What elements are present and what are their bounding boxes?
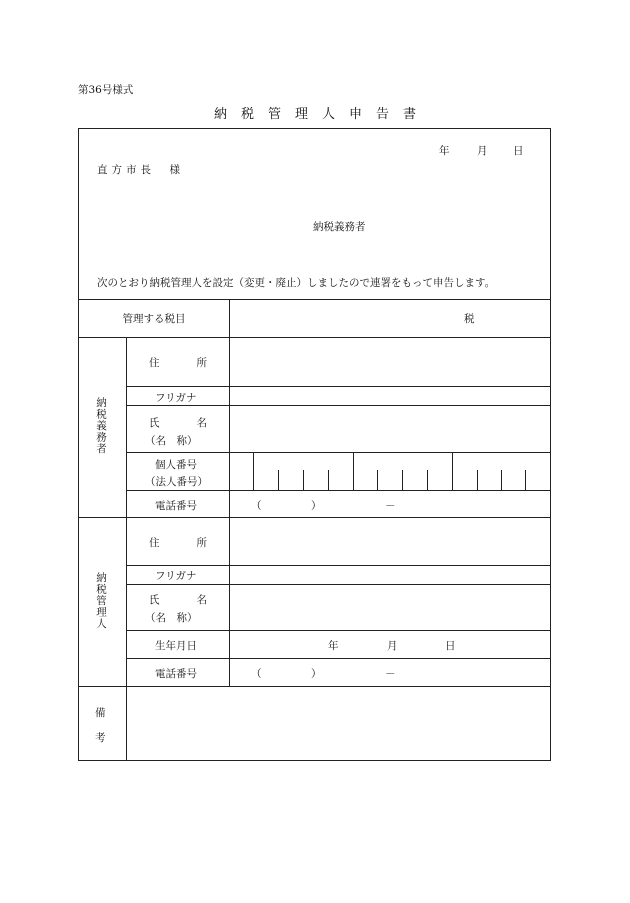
agent-address-field[interactable] <box>127 518 549 564</box>
taxpayer-address-label: 住 所 <box>149 357 207 369</box>
agent-phone-field[interactable] <box>231 659 549 685</box>
managed-tax-input[interactable] <box>239 304 459 330</box>
form-number: 第36号様式 <box>78 84 134 96</box>
agent-name-field[interactable] <box>231 585 549 629</box>
taxpayer-side-label: 納税義務者 <box>95 397 107 455</box>
application-form <box>78 128 551 761</box>
taxpayer-furigana-field[interactable] <box>231 387 549 404</box>
agent-name-label: 氏 名 <box>149 594 207 606</box>
divider-header <box>79 299 550 300</box>
date-month: 月 <box>477 145 488 157</box>
birthdate-label: 生年月日 <box>155 640 197 652</box>
page-title: 納税管理人申告書 <box>213 107 430 122</box>
taxpayer-address-field[interactable] <box>231 338 549 385</box>
taxpayer-furigana-label: フリガナ <box>155 392 197 404</box>
id-number-label: 個人番号 <box>155 459 197 471</box>
agent-side-label: 納税管理人 <box>95 572 107 630</box>
birthdate-day: 日 <box>445 640 456 652</box>
taxpayer-name-field[interactable] <box>231 406 549 451</box>
remarks-label-bottom: 考 <box>95 732 106 744</box>
birthdate-field[interactable] <box>231 631 549 657</box>
statement: 次のとおり納税管理人を設定（変更・廃止）しましたので連署をもって申告します。 <box>97 277 496 289</box>
managed-tax-label: 管理する税目 <box>122 313 186 325</box>
taxpayer-phone-close: ） <box>311 500 322 512</box>
agent-name-sub: （名 称） <box>145 612 198 624</box>
birthdate-year: 年 <box>328 640 339 652</box>
taxpayer-phone-dash: － <box>385 500 396 512</box>
managed-tax-suffix: 税 <box>464 313 475 325</box>
agent-furigana-field[interactable] <box>231 566 549 583</box>
agent-furigana-label: フリガナ <box>155 570 197 582</box>
taxpayer-phone-open: （ <box>251 500 262 512</box>
date-day: 日 <box>513 145 524 157</box>
taxpayer-phone-field[interactable] <box>231 491 549 516</box>
agent-phone-label: 電話番号 <box>155 668 197 680</box>
taxpayer-header: 納税義務者 <box>313 221 366 233</box>
addressee: 直方市長 様 <box>97 164 184 176</box>
date-year: 年 <box>439 145 450 157</box>
id-number-sublabel: （法人番号） <box>145 476 208 488</box>
taxpayer-name-sub: （名 称） <box>145 435 198 447</box>
agent-phone-dash: － <box>385 668 396 680</box>
agent-phone-close: ） <box>311 668 322 680</box>
remarks-field[interactable] <box>127 687 549 759</box>
birthdate-month: 月 <box>387 640 398 652</box>
column-line <box>229 299 230 687</box>
agent-address-label: 住 所 <box>149 537 207 549</box>
id-number-field[interactable] <box>231 453 549 489</box>
taxpayer-phone-label: 電話番号 <box>155 500 197 512</box>
remarks-label-top: 備 <box>95 707 106 719</box>
agent-phone-open: （ <box>251 668 262 680</box>
taxpayer-name-label: 氏 名 <box>149 417 207 429</box>
